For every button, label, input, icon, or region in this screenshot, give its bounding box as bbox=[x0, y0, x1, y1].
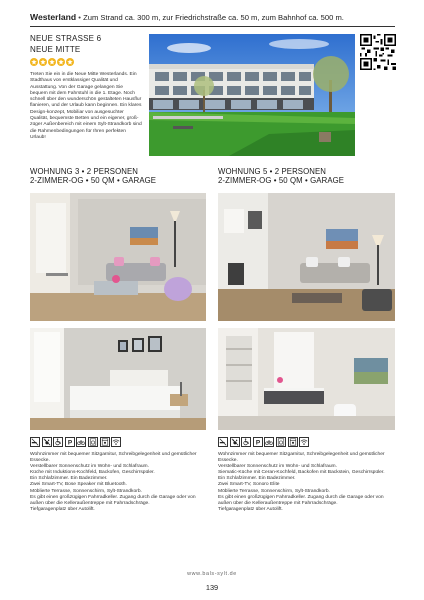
star-icon bbox=[48, 58, 56, 66]
apartment-3-desc-line: Tiefgaragenplatz über Autolift. bbox=[30, 506, 95, 512]
qr-code[interactable] bbox=[360, 34, 396, 70]
dishwasher-icon bbox=[288, 437, 298, 447]
apartment-5-desc-line: Möblierte Terrasse, Sonnenschirm, Sylt-Strandkorb. bbox=[218, 488, 330, 494]
star-rating bbox=[30, 58, 74, 66]
star-icon bbox=[39, 58, 47, 66]
apartment-5-title-line2: 2-ZIMMER-OG • 50 QM • GARAGE bbox=[218, 176, 345, 185]
apartment-3-title-line2: 2-ZIMMER-OG • 50 QM • GARAGE bbox=[30, 176, 157, 185]
apartment-5-description bbox=[218, 452, 394, 513]
apartment-3-desc-line: Küche mit Induktions-Kochfeld, Backofen, Geschirrspüler. bbox=[30, 470, 155, 476]
svg-text:P: P bbox=[67, 439, 72, 446]
apartment-5-desc-line: Verstellbarer Sonnenschutz im Wohn- und Schlafraum. bbox=[218, 464, 337, 470]
apartment-5-living-room-photo bbox=[218, 193, 395, 321]
dishwasher-icon bbox=[100, 437, 110, 447]
apartment-3-living-room-photo bbox=[30, 193, 206, 321]
page-header bbox=[30, 12, 400, 23]
apartment-3-desc-line: Möblierte Terrasse, Sonnenschirm, Sylt-Strandkorb. bbox=[30, 488, 142, 494]
apartment-5-desc-line: Tiefgaragenplatz über Autolift. bbox=[218, 506, 283, 512]
apartment-5-desc-line: Zwei Smart-TV, Sonoro Elite bbox=[218, 482, 280, 488]
parking-icon bbox=[65, 437, 75, 447]
distances-text: Zum Strand ca. 300 m, zur Friedrichstraße ca. 50 m, zum Bahnhof ca. 500 m. bbox=[83, 13, 344, 22]
apartment-3-desc-line: Es gibt einen großzügigen Fahrradkeller. Zugang durch die Garage oder von außen über die Kelleraußentreppe mit Fahrradschräge. bbox=[30, 494, 196, 506]
hotel-name: NEUE STRASSE 6 bbox=[30, 34, 102, 43]
wheelchair-icon bbox=[53, 437, 63, 447]
star-icon bbox=[30, 58, 38, 66]
apartment-5-title-line1: WOHNUNG 5 • 2 PERSONEN bbox=[218, 167, 327, 176]
bicycle-icon bbox=[264, 437, 274, 447]
no-smoking-icon bbox=[218, 437, 228, 447]
apartment-5-desc-line: Es gibt einen großzügigen Fahrradkeller. Zugang durch die Garage oder von außen über die Kelleraußentreppe mit Fahrradschräge. bbox=[218, 494, 384, 506]
apartment-3-desc-line: Wohnzimmer mit bequemer Sitzgarnitur, Schreibgelegenheit und gemütlicher Essecke. bbox=[30, 452, 197, 464]
star-icon bbox=[66, 58, 74, 66]
apartment-3-description bbox=[30, 452, 206, 513]
apartment-5-bathroom-photo bbox=[218, 328, 395, 430]
parking-icon bbox=[253, 437, 263, 447]
page-number: 139 bbox=[205, 583, 219, 592]
hotel-subtitle: NEUE MITTE bbox=[30, 45, 81, 54]
apartment-5-desc-line: Wohnzimmer mit bequemer Sitzgarnitur, Schreibgelegenheit und gemütlicher Essecke. bbox=[218, 452, 385, 464]
apartment-5-desc-line: Ein Schlafzimmer. Ein Badezimmer. bbox=[218, 476, 296, 482]
apartment-3-title bbox=[30, 167, 156, 185]
website-url[interactable]: www.bals-sylt.de bbox=[187, 571, 237, 577]
location-name: Westerland bbox=[30, 12, 77, 22]
wifi-icon bbox=[299, 437, 309, 447]
building-photo bbox=[149, 34, 355, 156]
apartment-5-amenities bbox=[218, 437, 309, 447]
apartment-3-desc-line: Verstellbarer Sonnenschutz im Wohn- und Schlafraum. bbox=[30, 464, 149, 470]
wheelchair-icon bbox=[241, 437, 251, 447]
apartment-3-amenities bbox=[30, 437, 121, 447]
separator-bullet: • bbox=[78, 13, 84, 22]
no-pets-icon bbox=[42, 437, 52, 447]
wifi-icon bbox=[111, 437, 121, 447]
no-smoking-icon bbox=[30, 437, 40, 447]
apartment-5-title bbox=[218, 167, 344, 185]
washer-icon bbox=[276, 437, 286, 447]
apartment-5-desc-line: Siematic-Küche mit Ceran-Kochfeld, Backofen mit Backstein, Geschirrspüler. bbox=[218, 470, 385, 476]
bicycle-icon bbox=[76, 437, 86, 447]
star-icon bbox=[57, 58, 65, 66]
apartment-3-desc-line: Zwei Smart-TV, Bose Speaker mit Bluetooth. bbox=[30, 482, 127, 488]
apartment-3-bedroom-photo bbox=[30, 328, 206, 430]
apartment-3-desc-line: Ein Schlafzimmer. Ein Badezimmer. bbox=[30, 476, 108, 482]
header-divider bbox=[30, 26, 395, 27]
hotel-intro-text: Treten Sie ein in die Neue Mitte Westerlands. Ein Stadthaus von erstklassiger Qualität und Ausstattung. Von der Garage gelangen Sie bequem mit dem Fahrstuhl in die 1. Etage. Noch schnell über den wunderschön gestalteten Hausflur flanieren, und der Urlaub kann beginnen. Ein klares Design-konzept, Mobiliar von ausgesuchter Qualität, bequemste Betten und ein eigener, groß-züger Außenbereich mit einem Sylt-Strandkorb sind die Rahmenbedingungen für Ihren perfekten Urlaub! bbox=[30, 72, 142, 140]
apartment-3-title-line1: WOHNUNG 3 • 2 PERSONEN bbox=[30, 167, 139, 176]
svg-text:P: P bbox=[255, 439, 260, 446]
no-pets-icon bbox=[230, 437, 240, 447]
washer-icon bbox=[88, 437, 98, 447]
